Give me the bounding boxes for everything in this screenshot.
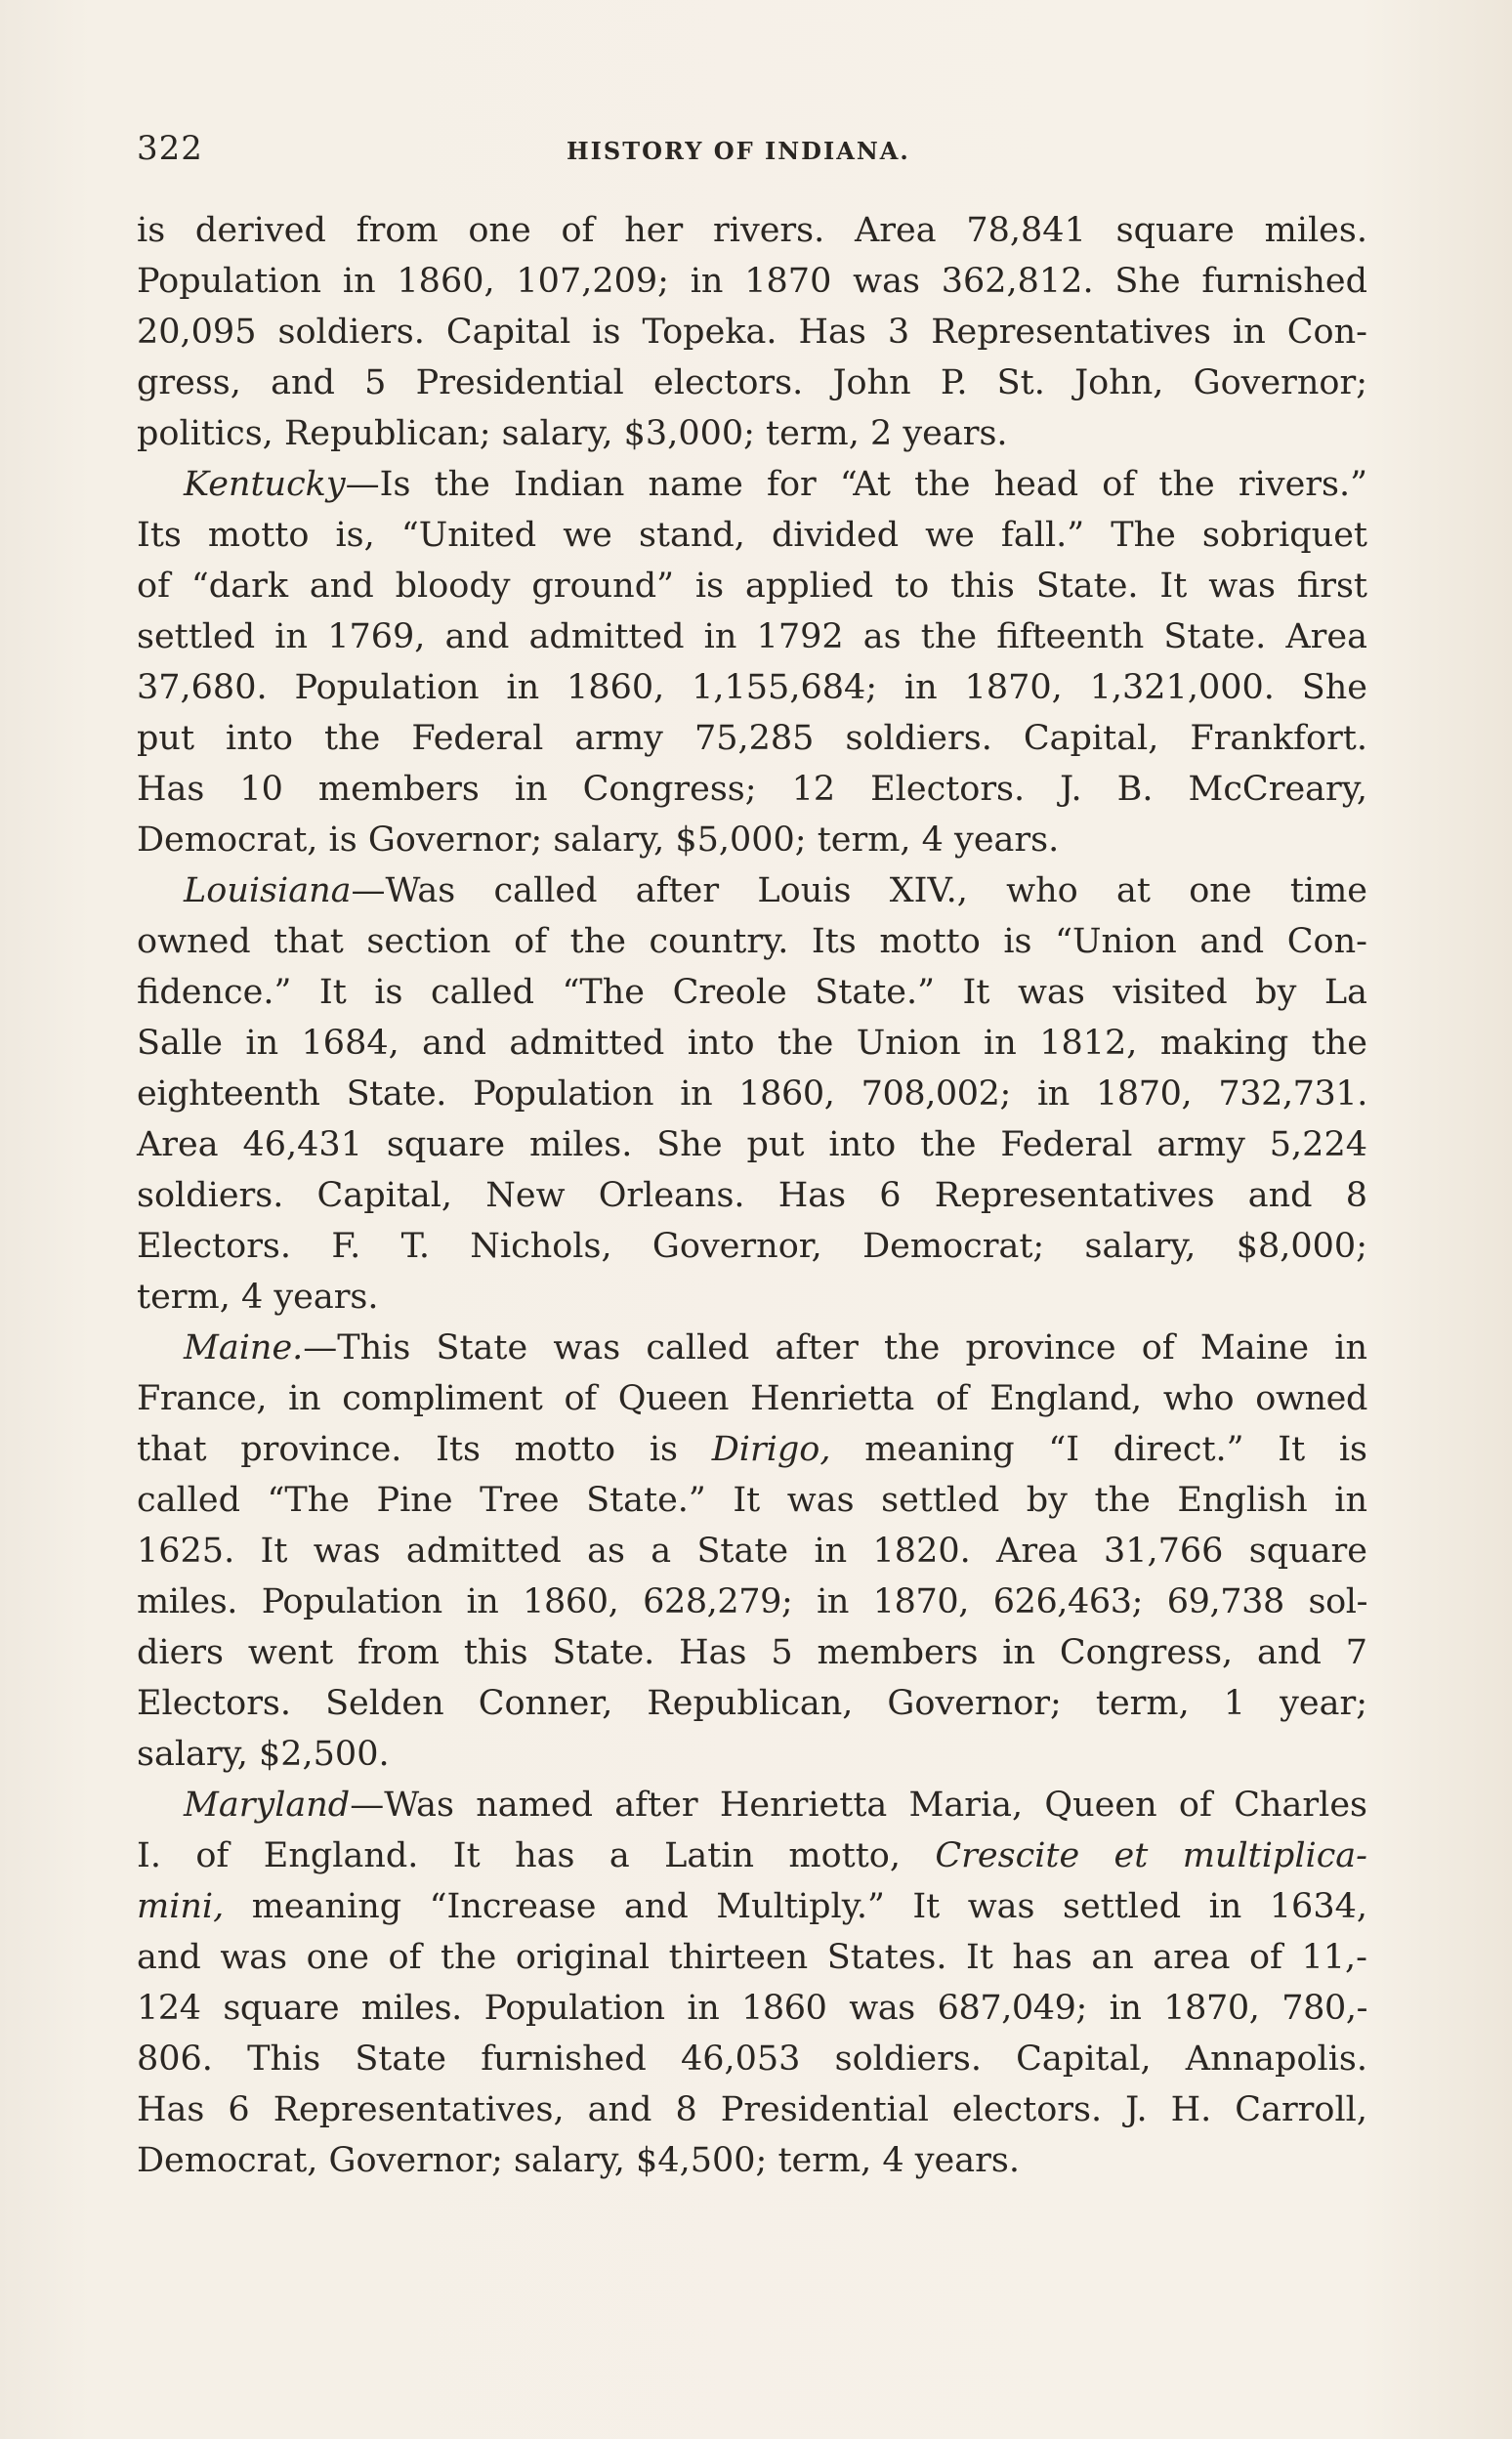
state-name: Maine. [184, 1328, 304, 1367]
text-line: diers went from this State. Has 5 members in Congress, and 7 [137, 1633, 1367, 1672]
text-line: Has 10 members in Congress; 12 Electors. J. B. McCreary, [137, 770, 1367, 809]
text-line: eighteenth State. Population in 1860, 708,002; in 1870, 732,731. [137, 1074, 1367, 1114]
paragraph-maryland: Maryland—Was named after Henrietta Maria, Queen of Charles [184, 1786, 1367, 1825]
page-header [137, 129, 1365, 178]
page-number: 322 [137, 129, 203, 168]
text-line: Democrat, is Governor; salary, $5,000; term, 4 years. [137, 820, 1060, 860]
text-line: soldiers. Capital, New Orleans. Has 6 Representatives and 8 [137, 1176, 1367, 1215]
text-line: owned that section of the country. Its motto is “Union and Con- [137, 922, 1367, 961]
text-line: 1625. It was admitted as a State in 1820. Area 31,766 square [137, 1532, 1367, 1571]
text-line: is derived from one of her rivers. Area 78,841 square miles. [137, 211, 1367, 250]
text-line: term, 4 years. [137, 1278, 379, 1317]
motto: mini, [137, 1887, 225, 1926]
text-line: Its motto is, “United we stand, divided we fall.” The sobriquet [137, 516, 1367, 555]
text-line: called “The Pine Tree State.” It was settled by the English in [137, 1481, 1367, 1520]
state-name: Kentucky [184, 465, 346, 504]
text-line: fidence.” It is called “The Creole State.” It was visited by La [137, 973, 1367, 1012]
text-line: Democrat, Governor; salary, $4,500; term, 4 years. [137, 2141, 1020, 2180]
text-line: that province. Its motto is Dirigo, meaning “I direct.” It is [137, 1430, 1367, 1469]
body-text [137, 205, 1367, 2186]
text-line: settled in 1769, and admitted in 1792 as the fifteenth State. Area [137, 617, 1367, 656]
paragraph-kentucky: Kentucky—Is the Indian name for “At the head of the rivers.” [184, 465, 1367, 504]
paragraph-louisiana: Louisiana—Was called after Louis XIV., who at one time [184, 871, 1367, 910]
text-line: politics, Republican; salary, $3,000; term, 2 years. [137, 414, 1008, 453]
text-line: 20,095 soldiers. Capital is Topeka. Has 3 Representatives in Con- [137, 313, 1367, 352]
text-line: miles. Population in 1860, 628,279; in 1870, 626,463; 69,738 sol- [137, 1582, 1367, 1621]
text-line: and was one of the original thirteen States. It has an area of 11,- [137, 1938, 1367, 1977]
motto: Dirigo, [711, 1430, 831, 1469]
text-line: mini, meaning “Increase and Multiply.” It was settled in 1634, [137, 1887, 1367, 1926]
text-line: salary, $2,500. [137, 1735, 390, 1774]
state-name: Maryland [184, 1786, 351, 1825]
text-line: Population in 1860, 107,209; in 1870 was 362,812. She furnished [137, 262, 1367, 301]
text-line: of “dark and bloody ground” is applied to this State. It was first [137, 567, 1367, 606]
text-line: put into the Federal army 75,285 soldiers. Capital, Frankfort. [137, 719, 1367, 758]
text-line: Salle in 1684, and admitted into the Union in 1812, making the [137, 1024, 1367, 1063]
text-line: 37,680. Population in 1860, 1,155,684; in 1870, 1,321,000. She [137, 668, 1367, 707]
text-line: 806. This State furnished 46,053 soldiers. Capital, Annapolis. [137, 2040, 1367, 2079]
state-name: Louisiana [184, 871, 352, 910]
text-line: gress, and 5 Presidential electors. John P. St. John, Governor; [137, 363, 1367, 402]
text-line: I. of England. It has a Latin motto, Crescite et multiplica- [137, 1836, 1368, 1875]
text-line: Has 6 Representatives, and 8 Presidential electors. J. H. Carroll, [137, 2090, 1367, 2129]
text-line: 124 square miles. Population in 1860 was 687,049; in 1870, 780,- [137, 1989, 1367, 2028]
text-line: France, in compliment of Queen Henrietta of England, who owned [137, 1379, 1367, 1418]
text-line: Electors. Selden Conner, Republican, Governor; term, 1 year; [137, 1684, 1367, 1723]
text-line: Electors. F. T. Nichols, Governor, Democrat; salary, $8,000; [137, 1227, 1367, 1266]
running-title: HISTORY OF INDIANA. [567, 137, 910, 165]
motto: Crescite et multiplica- [935, 1836, 1368, 1875]
paragraph-maine: Maine.—This State was called after the province of Maine in [184, 1328, 1367, 1367]
text-line: Area 46,431 square miles. She put into the Federal army 5,224 [137, 1125, 1367, 1164]
